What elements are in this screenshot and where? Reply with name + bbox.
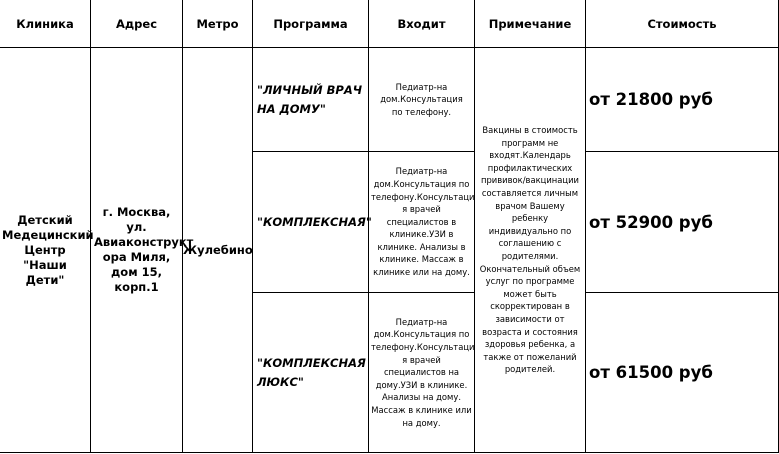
program-includes: Педиатр-на дом.Консультация по телефону.Консультаци я врачей специалистов на дому.УЗИ в клинике. Анализы на дому. Массаж в клинике или на дому.	[369, 293, 475, 453]
program-includes: Педиатр-на дом.Консультация по телефону.Консультаци я врачей специалистов в клинике.УЗИ в клинике. Анализы в клинике. Массаж в клинике или на дому.	[369, 152, 475, 293]
program-name: "КОМПЛЕКСНАЯ"	[253, 152, 369, 293]
header-address: Адрес	[91, 0, 183, 48]
header-price: Стоимость	[586, 0, 779, 48]
clinic-name: Детский Медецинский Центр "Наши Дети"	[0, 48, 91, 453]
program-price: от 21800 руб	[586, 48, 779, 152]
program-price: от 61500 руб	[586, 293, 779, 453]
program-includes: Педиатр-на дом.Консультация по телефону.	[369, 48, 475, 152]
header-includes: Входит	[369, 0, 475, 48]
header-clinic: Клиника	[0, 0, 91, 48]
program-name: "ЛИЧНЫЙ ВРАЧ НА ДОМУ"	[253, 48, 369, 152]
clinic-metro: Жулебино	[183, 48, 253, 453]
program-name: "КОМПЛЕКСНАЯ ЛЮКС"	[253, 293, 369, 453]
program-note: Вакцины в стоимость программ не входят.Календарь профилактических прививок/вакцинации составляется личным врачом Вашему ребенку индивидуально по соглашению с родителями. Окончательный объем услуг по программе может быть скорректирован в зависимости от возраста и состояния здоровья ребенка, а также от пожеланий родителей.	[475, 48, 586, 453]
header-program: Программа	[253, 0, 369, 48]
header-metro: Метро	[183, 0, 253, 48]
clinic-address: г. Москва, ул. Авиаконструкт ора Миля, дом 15, корп.1	[91, 48, 183, 453]
table-row	[0, 48, 779, 152]
header-row	[0, 0, 779, 48]
header-note: Примечание	[475, 0, 586, 48]
program-price: от 52900 руб	[586, 152, 779, 293]
